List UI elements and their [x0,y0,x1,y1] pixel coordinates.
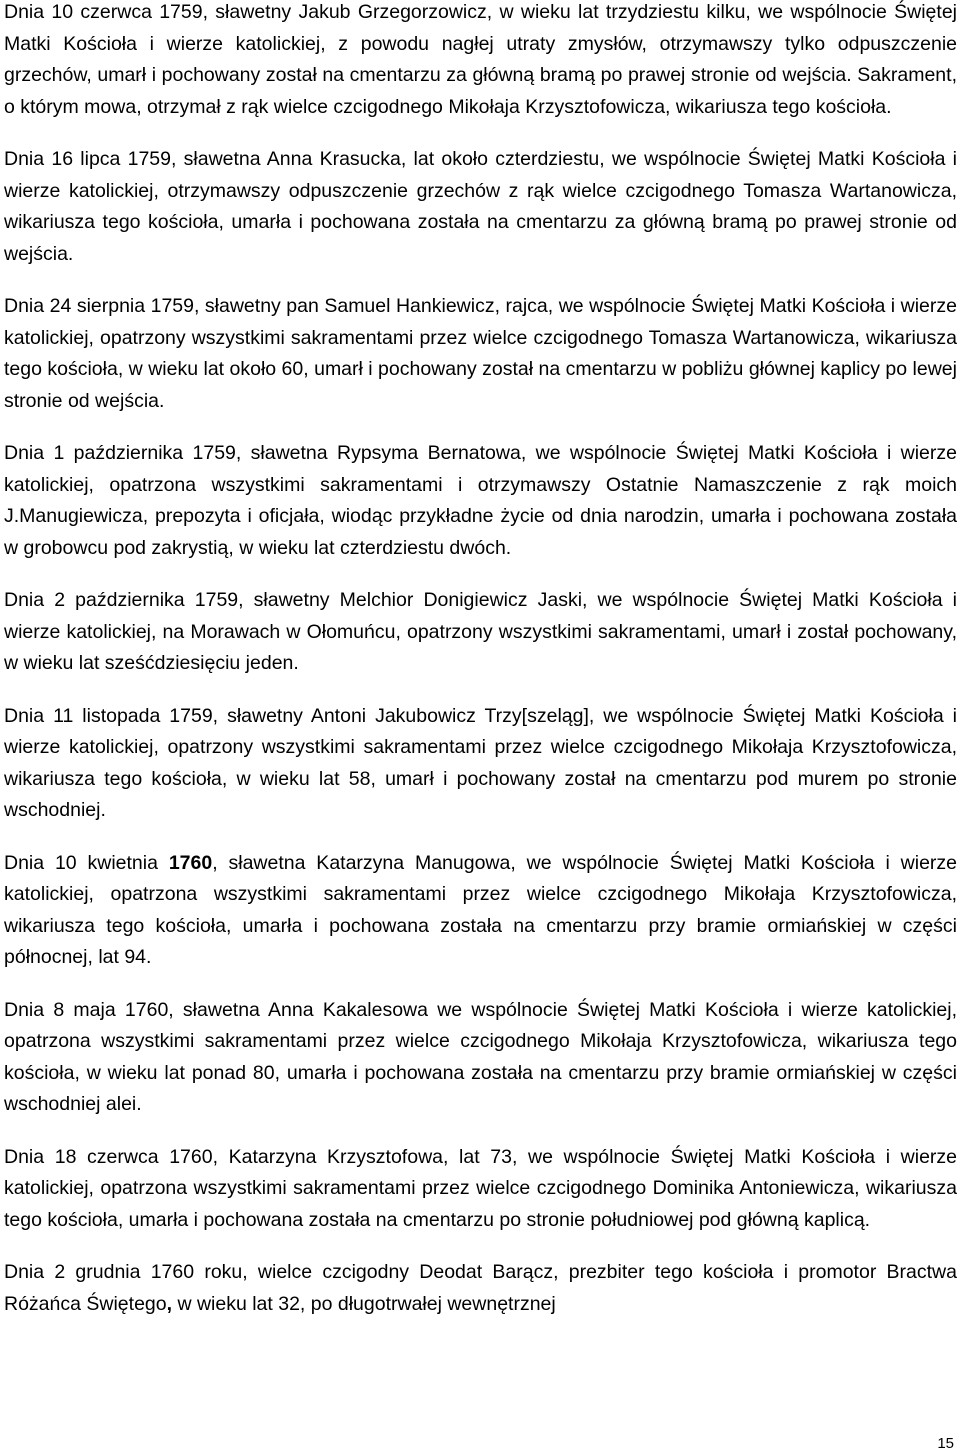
document-page [4,0,957,1341]
register-entry-7 [4,848,957,974]
register-entry-5: Dnia 2 października 1759, sławetny Melchior Donigiewicz Jaski, we wspólnocie Świętej Matki Kościoła i wierze katolickiej, na Morawach w Ołomuńcu, opatrzony wszystkimi sakramentami, umarł i został pochowany, w wieku lat sześćdziesięciu jeden. [4,589,957,674]
entry-10-text-after: w wieku lat 32, po długotrwałej wewnętrznej [172,1292,556,1315]
register-entry-4: Dnia 1 października 1759, sławetna Rypsyma Bernatowa, we wspólnocie Świętej Matki Kościoła i wierze katolickiej, opatrzona wszystkimi sakramentami i otrzymawszy Ostatnie Namaszczenie z rąk moich J.Manugiewicza, prepozyta i oficjała, wiodąc przykładne życie od dnia narodzin, umarła i pochowana została w grobowcu pod zakrystią, w wieku lat czterdziestu dwóch. [4,442,957,559]
entry-10-bold-comma: , [166,1292,173,1315]
entry-7-text-after: , sławetna Katarzyna Manugowa, we wspólnocie Świętej Matki Kościoła i wierze katolickiej, opatrzona wszystkimi sakramentami przez wielce czcigodnego Mikołaja Krzysztofowicza, wikariusza tego kościoła, umarła i pochowana została na cmentarzu przy bramie ormiańskiej w części północnej, lat 94. [4,851,958,968]
register-entry-8: Dnia 8 maja 1760, sławetna Anna Kakalesowa we wspólnocie Świętej Matki Kościoła i wierze katolickiej, opatrzona wszystkimi sakramentami przez wielce czcigodnego Mikołaja Krzysztofowicza, wikariusza tego kościoła, w wieku lat ponad 80, umarła i pochowana została na cmentarzu przy bramie ormiańskiej w części wschodniej alei. [4,998,957,1115]
register-entry-6: Dnia 11 listopada 1759, sławetny Antoni Jakubowicz Trzy[szeląg], we wspólnocie Świętej Matki Kościoła i wierze katolickiej, opatrzony wszystkimi sakramentami przez wielce czcigodnego Mikołaja Krzysztofowicza, wikariusza tego kościoła, w wieku lat 58, umarł i pochowany został na cmentarzu pod murem po stronie wschodniej. [4,704,957,821]
register-entry-2: Dnia 16 lipca 1759, sławetna Anna Krasucka, lat około czterdziestu, we wspólnocie Świętej Matki Kościoła i wierze katolickiej, otrzymawszy odpuszczenie grzechów z rąk wielce czcigodnego Tomasza Wartanowicza, wikariusza tego kościoła, umarła i pochowana została na cmentarzu za główną bramą po prawej stronie od wejścia. [4,148,957,265]
register-entry-3: Dnia 24 sierpnia 1759, sławetny pan Samuel Hankiewicz, rajca, we wspólnocie Świętej Matki Kościoła i wierze katolickiej, opatrzony wszystkimi sakramentami przez wielce czcigodnego Tomasza Wartanowicza, wikariusza tego kościoła, w wieku lat około 60, umarł i pochowany został na cmentarzu w pobliżu głównej kaplicy po lewej stronie od wejścia. [4,295,957,412]
page-number: 15 [937,1435,954,1452]
entry-7-text-before: Dnia 10 kwietnia [4,851,169,874]
entry-10-text-before: Dnia 2 grudnia 1760 roku, wielce czcigodny Deodat Barącz, prezbiter tego kościoła i promotor Bractwa Różańca Świętego [4,1261,957,1315]
register-entry-1: Dnia 10 czerwca 1759, sławetny Jakub Grzegorzowicz, w wieku lat trzydziestu kilku, we wspólnocie Świętej Matki Kościoła i wierze katolickiej, z powodu nagłej utraty zmysłów, otrzymawszy tylko odpuszczenie grzechów, umarł i pochowany został na cmentarzu za główną bramą po prawej stronie od wejścia. Sakrament, o którym mowa, otrzymał z rąk wielce czcigodnego Mikołaja Krzysztofowicza, wikariusza tego kościoła. [4,1,957,118]
register-entry-10 [4,1257,957,1320]
entry-7-bold-year: 1760 [168,851,213,874]
register-entry-9: Dnia 18 czerwca 1760, Katarzyna Krzysztofowa, lat 73, we wspólnocie Świętej Matki Kościoła i wierze katolickiej, opatrzona wszystkimi sakramentami przez wielce czcigodnego Dominika Antoniewicza, wikariusza tego kościoła, umarła i pochowana została na cmentarzu po stronie południowej pod główną kaplicą. [4,1145,957,1231]
